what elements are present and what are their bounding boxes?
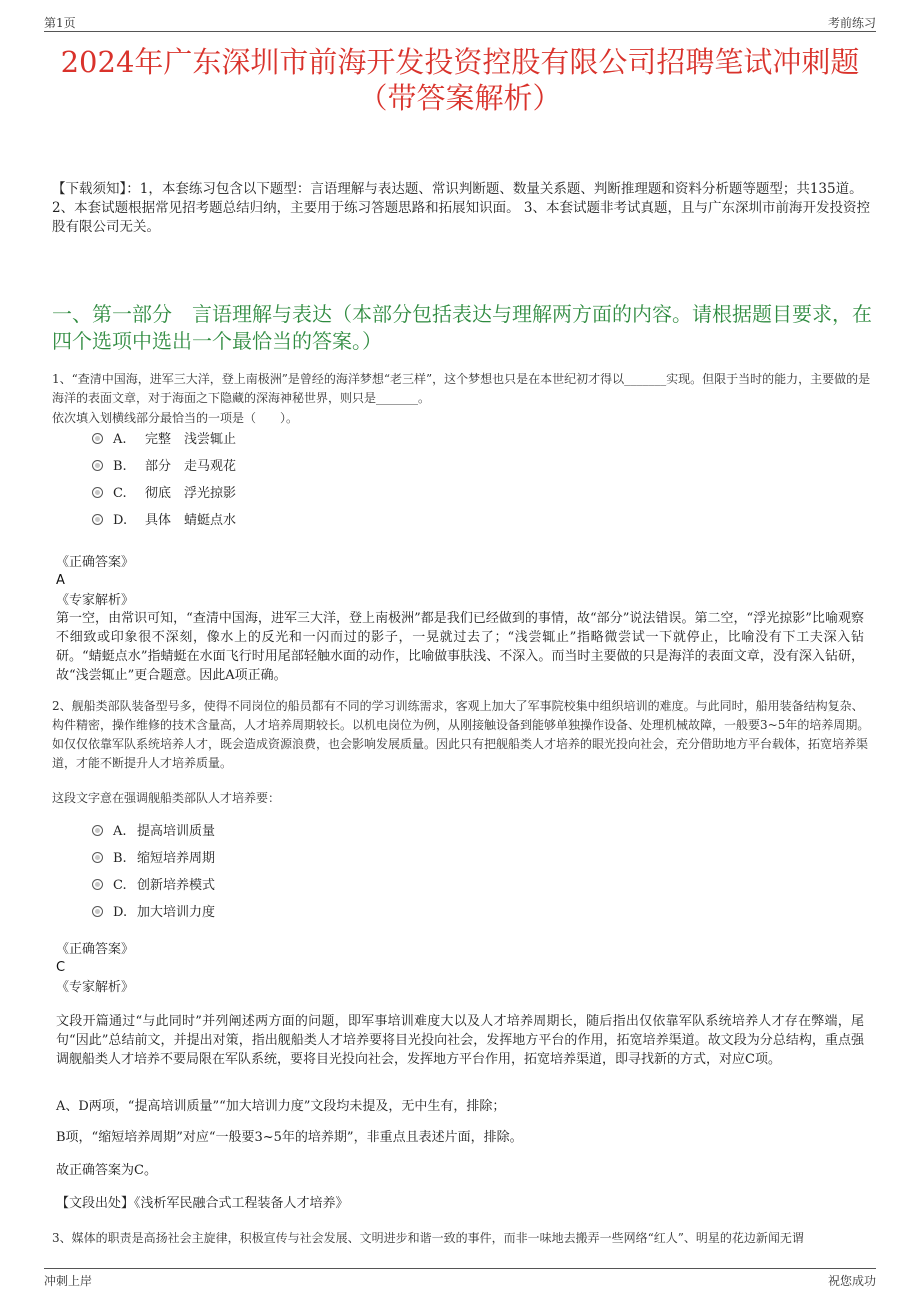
radio-icon[interactable] xyxy=(92,906,103,917)
radio-icon[interactable] xyxy=(92,514,103,525)
option-letter: A. xyxy=(113,432,127,447)
question-1-option-c[interactable] xyxy=(92,485,236,503)
header-tag: 考前练习 xyxy=(827,16,876,30)
question-2-answer: C xyxy=(56,960,66,975)
question-2-answer-label: 《正确答案》 xyxy=(56,942,135,957)
question-2-stem: 2、舰船类部队装备型号多，使得不同岗位的船员都有不同的学习训练需求，客观上加大了军事院校集中组织培训的难度。与此同时，船用装备结构复杂、构件精密，操作维修的技术含量高，人才培养周期较长。以机电岗位为例，从刚接触设备到能够单独操作设备、处理机械故障，一般要3~5年的培养周期。如仅仅依靠军队系统培养人才，既会造成资源浪费，也会影响发展质量。因此只有把舰船类人才培养的眼光投向社会，充分借助地方平台载体，拓宽培养渠道，才能不断提升人才培养质量。 xyxy=(52,699,870,770)
question-2-option-c[interactable] xyxy=(92,877,215,895)
option-letter: C. xyxy=(113,486,127,501)
radio-icon[interactable] xyxy=(92,879,103,890)
page-title: 2024年广东深圳市前海开发投资控股有限公司招聘笔试冲刺题 xyxy=(60,45,860,79)
page-number: 第1页 xyxy=(44,16,76,30)
section-heading: 一、第一部分 言语理解与表达（本部分包括表达与理解两方面的内容。请根据题目要求，在四个选项中选出一个最恰当的答案。） xyxy=(52,302,872,353)
question-2-option-a[interactable] xyxy=(92,823,215,841)
option-letter: A. xyxy=(113,824,127,839)
radio-icon[interactable] xyxy=(92,460,103,471)
question-2-analysis-conclusion: 故正确答案为C。 xyxy=(56,1163,157,1178)
question-1-prompt: 依次填入划横线部分最恰当的一项是（ ）。 xyxy=(52,411,299,425)
option-text: 缩短培养周期 xyxy=(137,851,216,866)
option-text: 具体 蜻蜓点水 xyxy=(145,513,237,528)
question-2-analysis-b: B项，“缩短培养周期”对应“一般要3~5年的培养期”，非重点且表述片面，排除。 xyxy=(56,1130,523,1145)
question-2-analysis-ad: A、D两项，“提高培训质量”“加大培训力度”文段均未提及，无中生有，排除； xyxy=(56,1099,506,1114)
question-1-option-b[interactable] xyxy=(92,458,236,476)
radio-icon[interactable] xyxy=(92,852,103,863)
question-1-analysis: 第一空，由常识可知，“查清中国海，进军三大洋，登上南极洲”都是我们已经做到的事情，故“部分”说法错误。第二空，“浮光掠影”比喻观察不细致或印象很不深刻，像水上的反光和一闪而过的影子，一晃就过去了；“浅尝辄止”指略微尝试一下就停止，比喻没有下工夫深入钻研。“蜻蜓点水”指蜻蜓在水面飞行时用尾部轻触水面的动作，比喻做事肤浅、不深入。而当时主要做的只是海洋的表面文章，没有深入钻研，故“浅尝辄止”更合题意。因此A项正确。 xyxy=(56,611,864,683)
question-2-analysis: 文段开篇通过“与此同时”并列阐述两方面的问题，即军事培训难度大以及人才培养周期长，随后指出仅依靠军队系统培养人才存在弊端，尾句“因此”总结前文，并提出对策，指出舰船类人才培养要将目光投向社会，发挥地方平台的作用，拓宽培养渠道。故文段为分总结构，重点强调舰船类人才培养不要局限在军队系统，要将目光投向社会，发挥地方平台作用，拓宽培养渠道，即寻找新的方式，对应C项。 xyxy=(56,1014,864,1067)
footer-left: 冲刺上岸 xyxy=(44,1274,93,1288)
option-letter: B. xyxy=(113,851,127,866)
download-notice: 【下载须知】：1，本套练习包含以下题型：言语理解与表达题、常识判断题、数量关系题、判断推理题和资料分析题等题型；共135道。 2、本套试题根据常见招考题总结归纳，主要用于练习答题思路和拓展知识面。 3、本套试题非考试真题，且与广东深圳市前海开发投资控股有限公司无关。 xyxy=(52,181,870,235)
radio-icon[interactable] xyxy=(92,487,103,498)
option-text: 完整 浅尝辄止 xyxy=(145,432,237,447)
question-2-option-d[interactable] xyxy=(92,904,215,922)
footer-right: 祝您成功 xyxy=(827,1274,876,1288)
question-1-option-a[interactable] xyxy=(92,431,236,449)
question-1-analysis-label: 《专家解析》 xyxy=(56,593,135,608)
option-letter: C. xyxy=(113,878,127,893)
option-text: 创新培养模式 xyxy=(137,878,216,893)
question-1-option-d[interactable] xyxy=(92,512,236,530)
option-letter: B. xyxy=(113,459,127,474)
option-text: 提高培训质量 xyxy=(137,824,216,839)
page-subtitle: （带答案解析） xyxy=(358,81,562,115)
option-text: 加大培训力度 xyxy=(137,905,216,920)
option-letter: D. xyxy=(113,513,128,528)
question-2-analysis-label: 《专家解析》 xyxy=(56,980,135,995)
option-text: 彻底 浮光掠影 xyxy=(145,486,237,501)
question-3-stem: 3、媒体的职责是高扬社会主旋律，积极宣传与社会发展、文明进步和谐一致的事件，而非一味地去搬弄一些网络“红人”、明星的花边新闻无谓 xyxy=(52,1231,804,1245)
footer-divider xyxy=(44,1268,876,1269)
option-letter: D. xyxy=(113,905,128,920)
question-1-stem: 1、“查清中国海，进军三大洋，登上南极洲”是曾经的海洋梦想“老三样”，这个梦想也只是在本世纪初才得以_______实现。但限于当时的能力，主要做的是海洋的表面文章，对于海面之下隐藏的深海神秘世界，则只是_______。 xyxy=(52,372,871,405)
radio-icon[interactable] xyxy=(92,433,103,444)
header-divider xyxy=(44,31,876,32)
question-2-source: 【文段出处】《浅析军民融合式工程装备人才培养》 xyxy=(56,1196,349,1211)
question-1-answer-label: 《正确答案》 xyxy=(56,555,135,570)
radio-icon[interactable] xyxy=(92,825,103,836)
question-1-answer: A xyxy=(56,573,65,588)
question-2-prompt: 这段文字意在强调舰船类部队人才培养要： xyxy=(52,791,281,805)
question-2-option-b[interactable] xyxy=(92,850,215,868)
option-text: 部分 走马观花 xyxy=(145,459,237,474)
